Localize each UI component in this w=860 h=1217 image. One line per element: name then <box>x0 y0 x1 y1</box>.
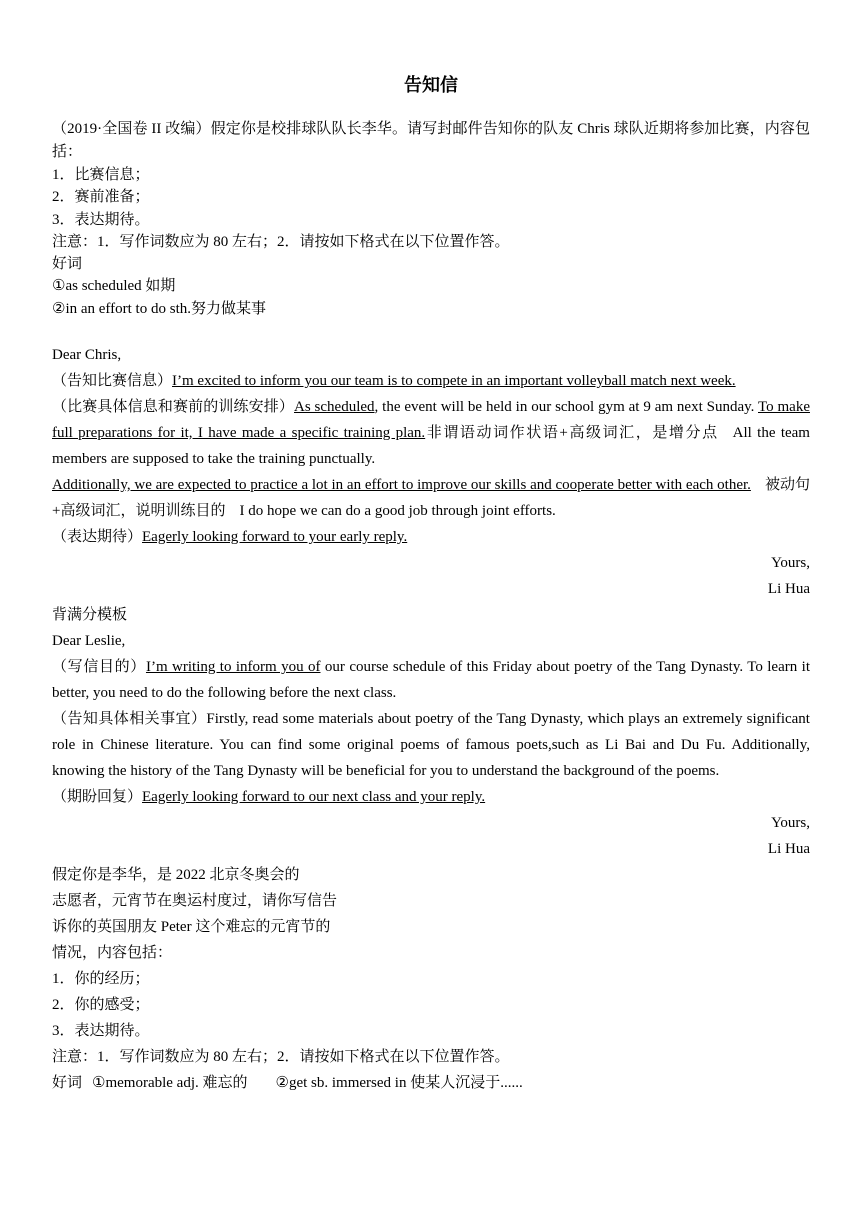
letter1-paragraph-1 <box>52 368 810 394</box>
letter1-p4-text: Eagerly looking forward to your early reply. <box>142 529 408 546</box>
letter2-p1-tag: （写信目的） <box>52 659 146 676</box>
task2-prompt-line-4: 情况，内容包括： <box>52 945 173 962</box>
document-title: 告知信 <box>404 75 458 95</box>
letter1-p2-phrase-2: To make full preparations for it, I have made a specific training plan. <box>52 399 810 442</box>
letter1-greeting: Dear Chris, <box>52 347 122 364</box>
task2-prompt-line-2: 志愿者，元宵节在奥运村度过，请你写信告 <box>52 893 338 910</box>
task2-prompt-line-3: 诉你的英国朋友 Peter 这个难忘的元宵节的 <box>52 919 331 936</box>
task1-good-words-label: 好词 <box>52 256 83 273</box>
letter1-p3-phrase: Additionally, we are expected to practice a lot in an effort to improve our skills and cooperate better with each other. <box>52 477 751 494</box>
document-page <box>52 70 810 1096</box>
task2-good-word-1: ①memorable adj. 难忘的 <box>92 1075 248 1092</box>
letter2-signature: Li Hua <box>767 841 810 858</box>
letter1-p2-tag: （比赛具体信息和赛前的训练安排） <box>52 399 294 416</box>
letter2-p2-text: Firstly, read some materials about poetry of the Tang Dynasty, which plays an extremely significant role in Chinese literature. You can find some original poems of famous poets,such as Li Bai and Du Fu. Additionally, knowing the history of the Tang Dynasty will be beneficial for you to understand the background of the poems. <box>52 711 810 780</box>
letter2-p3-text: Eagerly looking forward to our next class and your reply. <box>142 789 486 806</box>
task2-good-words <box>52 1070 810 1096</box>
task2-point-2: 2．你的感受； <box>52 997 150 1014</box>
letter1-p3-text: I do hope we can do a good job through joint efforts. <box>239 503 556 520</box>
spacer <box>52 320 810 342</box>
task1-point-1: 1．比赛信息； <box>52 167 150 183</box>
template-label: 背满分模板 <box>52 607 128 624</box>
task2-point-1: 1．你的经历； <box>52 971 150 988</box>
letter2-p1-text: our course schedule of this Friday about poetry of the Tang Dynasty. To learn it better, you need to do the following before the next class. <box>52 659 810 702</box>
letter1-paragraph-2 <box>52 394 810 472</box>
letter1-p2-text-1: , the event will be held in our school gym at 9 am next Sunday. <box>374 399 758 416</box>
letter-1 <box>52 342 810 602</box>
letter1-signature: Li Hua <box>767 581 810 598</box>
letter2-greeting: Dear Leslie, <box>52 633 126 650</box>
letter2-paragraph-1 <box>52 654 810 706</box>
letter2-p1-phrase: I’m writing to inform you of <box>145 659 321 676</box>
letter2-p2-tag: （告知具体相关事宜） <box>52 711 207 728</box>
letter2-paragraph-2 <box>52 706 810 784</box>
letter1-paragraph-4 <box>52 524 810 550</box>
task2-good-word-2: ②get sb. immersed in 使某人沉浸于...... <box>275 1075 523 1092</box>
letter1-paragraph-3 <box>52 472 810 524</box>
task2-good-words-label: 好词 <box>52 1075 83 1092</box>
letter2-closing: Yours, <box>771 815 810 832</box>
task1-note: 注意：1．写作词数应为 80 左右；2．请按如下格式在以下位置作答。 <box>52 233 510 250</box>
letter-2 <box>52 628 810 862</box>
task2-point-3: 3．表达期待。 <box>52 1023 150 1040</box>
letter1-p1-text: I’m excited to inform you our team is to compete in an important volleyball match next week. <box>172 373 736 390</box>
letter1-p2-phrase: As scheduled <box>294 399 375 416</box>
task2-prompt-line-1: 假定你是李华，是 2022 北京冬奥会的 <box>52 867 300 884</box>
letter1-p1-tag: （告知比赛信息） <box>52 373 173 390</box>
task1-point-3: 3．表达期待。 <box>52 211 150 228</box>
letter1-p4-tag: （表达期待） <box>52 529 143 546</box>
task2-note: 注意：1．写作词数应为 80 左右；2．请按如下格式在以下位置作答。 <box>52 1049 510 1066</box>
letter1-p3-annotation: 被动句+高级词汇，说明训练目的 <box>52 477 810 520</box>
task1-prompt: （2019·全国卷 II 改编）假定你是校排球队队长李华。请写封邮件告知你的队友 Chris 球队近期将参加比赛，内容包括： <box>52 121 810 160</box>
letter2-paragraph-3 <box>52 784 810 810</box>
task1-good-word-2: ②in an effort to do sth.努力做某事 <box>52 300 266 317</box>
letter1-p2-text-2: All the team members are supposed to take the training punctually. <box>52 425 810 468</box>
letter2-p3-tag: （期盼回复） <box>52 789 143 806</box>
letter1-closing: Yours, <box>771 555 810 572</box>
task1-good-word-1: ①as scheduled 如期 <box>52 278 176 295</box>
task-2 <box>52 862 810 1096</box>
letter1-p2-annotation: 非谓语动词作状语+高级词汇，是增分点 <box>425 425 719 442</box>
task1-point-2: 2．赛前准备； <box>52 189 150 206</box>
